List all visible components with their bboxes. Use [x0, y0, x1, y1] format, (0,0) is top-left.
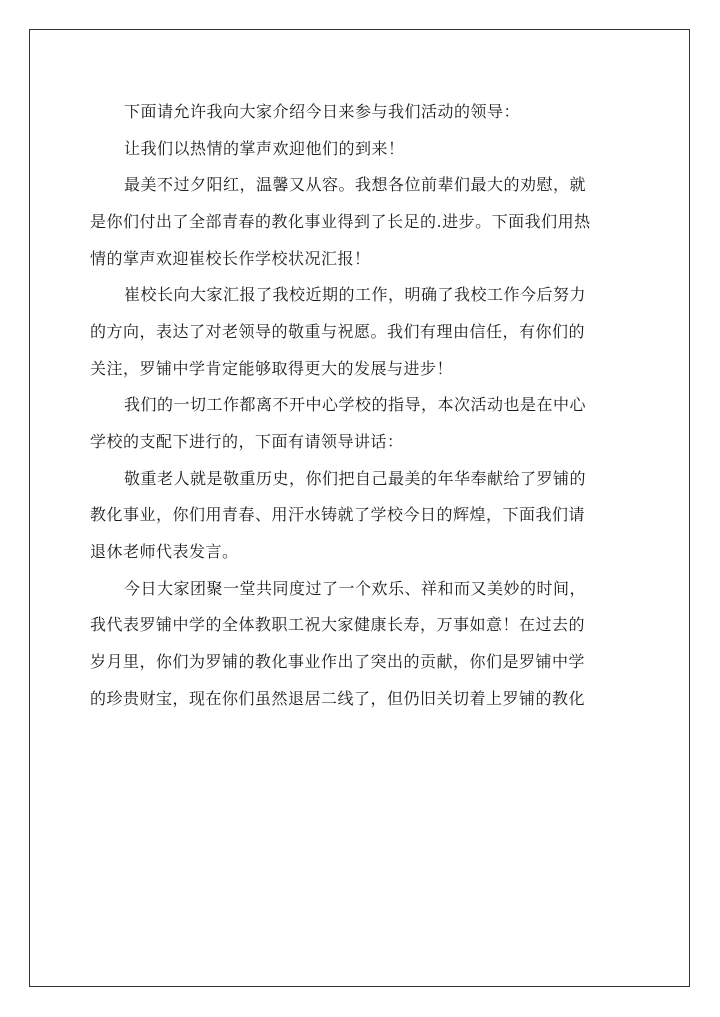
text-line: 敬重老人就是敬重历史，你们把自己最美的年华奉献给了罗铺的: [124, 468, 587, 488]
text-line: 今日大家团聚一堂共同度过了一个欢乐、祥和而又美妙的时间，: [124, 578, 587, 598]
text-line: 我们的一切工作都离不开中心学校的指导，本次活动也是在中心: [124, 395, 587, 415]
text-line: 关注，罗铺中学肯定能够取得更大的发展与进步！: [90, 358, 454, 378]
text-line: 情的掌声欢迎崔校长作学校状况汇报！: [90, 248, 371, 268]
text-line: 下面请允许我向大家介绍今日来参与我们活动的领导：: [124, 102, 521, 121]
text-line: 学校的支配下进行的，下面有请领导讲话：: [90, 431, 404, 451]
text-line: 的珍贵财宝，现在你们虽然退居二线了，但仍旧关切着上罗铺的教化: [90, 688, 586, 708]
text-line: 岁月里，你们为罗铺的教化事业作出了突出的贡献，你们是罗铺中学: [90, 651, 586, 671]
text-line: 最美不过夕阳红，温馨又从容。我想各位前辈们最大的劝慰，就: [124, 175, 587, 195]
text-line: 我代表罗铺中学的全体教职工祝大家健康长寿，万事如意！在过去的: [90, 615, 586, 635]
text-line: 退休老师代表发言。: [90, 541, 239, 561]
document-body: [90, 94, 631, 717]
text-line: 教化事业，你们用青春、用汗水铸就了学校今日的辉煌，下面我们请: [90, 505, 586, 525]
text-line: 让我们以热情的掌声欢迎他们的到来！: [124, 138, 405, 158]
text-line: 的方向，表达了对老领导的敬重与祝愿。我们有理由信任，有你们的: [90, 321, 586, 341]
text-line: 是你们付出了全部青春的教化事业得到了长足的.进步。下面我们用热: [90, 211, 591, 231]
text-line: 崔校长向大家汇报了我校近期的工作，明确了我校工作今后努力: [124, 285, 587, 305]
